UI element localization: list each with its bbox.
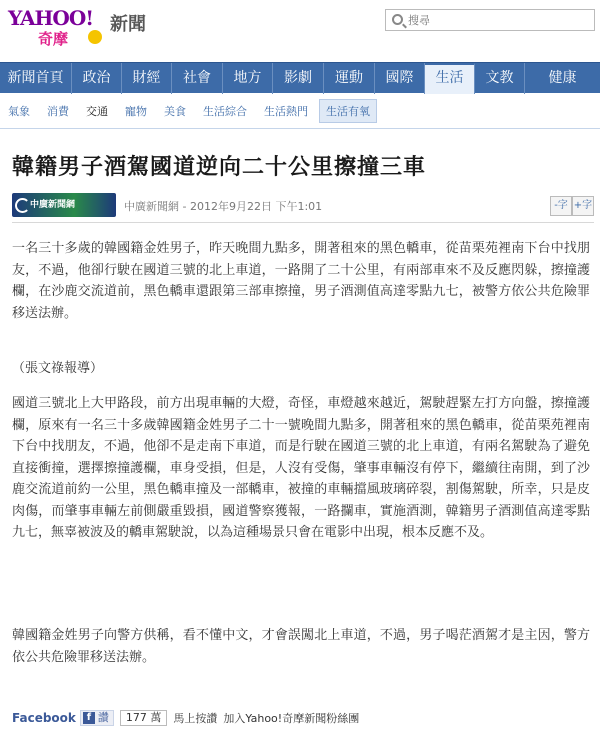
search-input[interactable] (408, 12, 588, 28)
facebook-like-button[interactable] (80, 710, 114, 726)
sub-nav (0, 93, 600, 129)
subnav-weather[interactable]: 氣象 (8, 104, 30, 118)
subnav-life-oxygen[interactable]: 生活有氧 (319, 99, 377, 123)
article-paragraph: （張文祿報導） (12, 361, 104, 376)
tab-entertainment[interactable]: 影劇 (273, 63, 324, 94)
subnav-pets[interactable]: 寵物 (125, 104, 147, 118)
search-box[interactable] (385, 9, 595, 31)
font-decrease-button[interactable]: -字 (550, 196, 572, 216)
main-nav (0, 62, 600, 93)
logo-yahoo-text: YAHOO! (8, 6, 94, 30)
social-bar (12, 708, 359, 728)
tab-international[interactable]: 國際 (375, 63, 425, 94)
tab-education[interactable]: 文教 (475, 63, 525, 94)
subnav-food[interactable]: 美食 (164, 104, 186, 118)
search-icon (392, 14, 403, 25)
subnav-life-hot[interactable]: 生活熱門 (264, 104, 308, 118)
join-fanpage-link[interactable]: 加入Yahoo!奇摩新聞粉絲團 (223, 712, 360, 725)
article-paragraph: 韓國籍金姓男子向警方供稱，看不懂中文，才會誤闖北上車道，不過，男子喝茫酒駕才是主因，警方依公共危險罪移送法辦。 (12, 628, 590, 665)
article-paragraph: 一名三十多歲的韓國籍金姓男子，昨天晚間九點多，開著租來的黑色轎車，從苗栗苑裡南下台中找朋友，不過，他卻行駛在國道三號的北上車道，一路開了二十公里，有兩部車來不及反應閃躲，擦撞護欄，在沙鹿交流道前，黑色轎車還跟第三部車擦撞，男子酒測值高達零點九七，被警方依公共危險罪移送法辦。 (12, 241, 590, 321)
like-count: 177 萬 (120, 710, 168, 726)
facebook-label: Facebook (12, 711, 76, 725)
tab-society[interactable]: 社會 (172, 63, 223, 94)
tab-health[interactable]: 健康 (548, 70, 577, 86)
article-title: 韓籍男子酒駕國道逆向二十公里擦撞三車 (12, 155, 427, 180)
facebook-icon: f (83, 712, 95, 724)
font-increase-button[interactable]: +字 (572, 196, 594, 216)
like-label: 讚 (97, 711, 109, 724)
subnav-consumer[interactable]: 消費 (47, 104, 69, 118)
source-logo[interactable]: 中廣新聞網 (12, 193, 116, 217)
subnav-traffic[interactable]: 交通 (86, 104, 108, 118)
tab-local[interactable]: 地方 (223, 63, 273, 94)
section-title[interactable]: 新聞 (110, 14, 146, 35)
tab-life[interactable]: 生活 (425, 63, 475, 94)
like-prompt: 馬上按讚 (173, 712, 218, 725)
subnav-life-general[interactable]: 生活綜合 (203, 104, 247, 118)
divider (12, 222, 594, 223)
smiley-icon (88, 30, 102, 44)
article-paragraph: 國道三號北上大甲路段，前方出現車輛的大燈，奇怪，車燈越來越近，駕駛趕緊左打方向盤，擦撞護欄，原來有一名三十多歲韓國籍金姓男子二十一號晚間九點多，開著租來的黑色轎車，從苗栗苑裡南下台中找朋友，不過，他卻不是走南下車道，而是行駛在國道三號的北上車道，有兩名駕駛為了避免直接衝撞，選擇擦撞護欄，車身受損，但是，人沒有受傷，肇事車輛沒有停下，繼續往南開，到了沙鹿交流道前約一公里，黑色轎車撞及一部轎車，被撞的車輛擋風玻璃碎裂，割傷駕駛，所幸，只是皮肉傷，而肇事車輛左前側嚴重毀損，國道警察獲報，一路攔車，實施酒測，韓籍男子酒測值高達零點九七，無辜被波及的轎車駕駛說，以為這種場景只會在電影中出現，根本反應不及。 (12, 396, 590, 540)
tab-news-home[interactable]: 新聞首頁 (0, 63, 72, 94)
yahoo-logo[interactable] (8, 6, 108, 48)
tab-finance[interactable]: 財經 (122, 63, 172, 94)
article-byline: 中廣新聞網 - 2012年9月22日 下午1:01 (124, 200, 323, 213)
page-header (0, 0, 600, 60)
tab-sports[interactable]: 運動 (324, 63, 375, 94)
logo-qimo-text: 奇摩 (38, 30, 69, 48)
tab-politics[interactable]: 政治 (72, 63, 122, 94)
